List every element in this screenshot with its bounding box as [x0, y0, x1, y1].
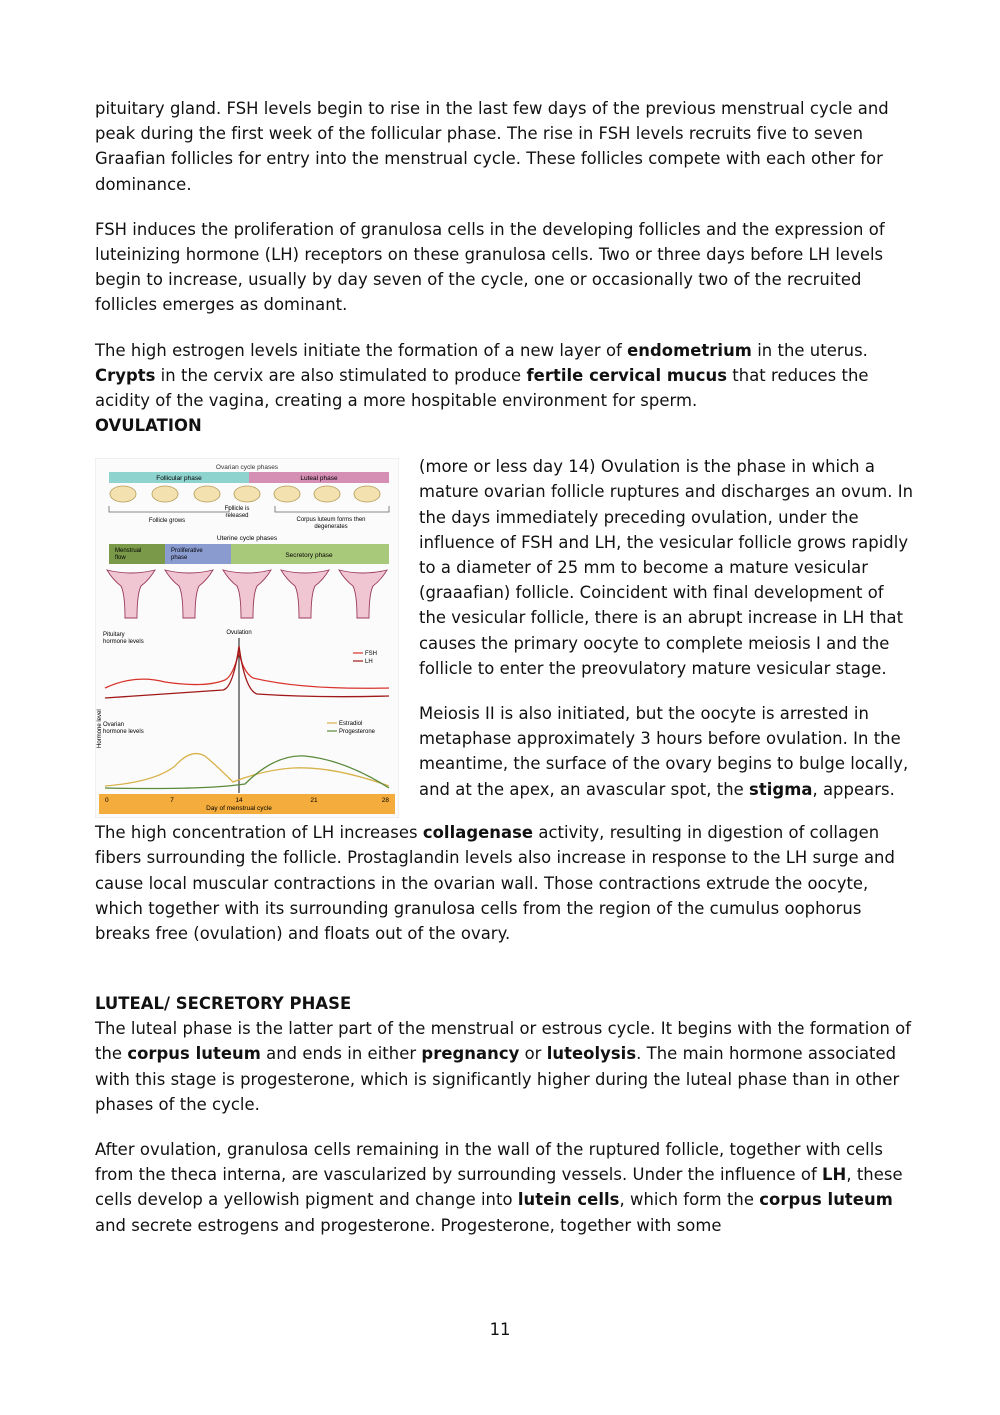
paragraph-fsh-rise: pituitary gland. FSH levels begin to rise in the last few days of the previous menstrual cycle and peak during the first week of the follicular phase. The rise in FSH levels recruits five to seven Graafian follicles for entry into the menstrual cycle. These follicles compete with each other for dominance. — [95, 99, 889, 194]
paragraph-lutein-cells — [95, 1137, 915, 1238]
menstrual-cycle-figure — [95, 458, 399, 818]
text-run: The high concentration of LH increases — [95, 823, 423, 843]
day-0-tick: 0 — [105, 797, 109, 805]
menstrual-label: Menstrual — [115, 548, 142, 555]
term-collagenase: collagenase — [422, 823, 534, 843]
text-run: Meiosis II is also initiated, but the oocyte is arrested in metaphase approximately 3 hours before ovulation. In the meantime, the surface of the ovary begins to bulge locally, and at the apex, an avascular spot, the — [419, 704, 909, 799]
text-run: , appears. — [812, 779, 895, 799]
text-run: activity, resulting in digestion of collagen fibers surrounding the follicle. Prostaglandin levels also increase in response to the LH surge and cause local muscular contractions in the ovarian wall. Those contractions extrude the oocyte, which together with its surrounding granulosa cells from the region of the cumulus oophorus breaks free (ovulation) and floats out of the ovary. — [95, 823, 895, 944]
text-run: and ends in either — [260, 1044, 422, 1064]
term-pregnancy: pregnancy — [421, 1044, 520, 1064]
day-axis-label: Day of menstrual cycle — [206, 805, 272, 813]
ovulation-marker-label: Ovulation — [226, 630, 252, 637]
page-content — [95, 96, 915, 1238]
day-21-tick: 21 — [310, 797, 318, 805]
menstrual-cycle-diagram — [95, 458, 399, 818]
text-run: and secrete estrogens and progesterone. Progesterone, together with some — [95, 1215, 722, 1235]
proliferative-label: Proliferative — [171, 548, 203, 555]
menstrual-label-2: flow — [115, 555, 126, 562]
heading-ovulation: OVULATION — [95, 416, 202, 436]
text-run: in the uterus. — [751, 340, 868, 360]
follicle-grows-label: Follicle grows — [148, 518, 186, 525]
secretory-label: Secretory phase — [285, 552, 333, 560]
ovulation-text-column — [419, 458, 915, 818]
corpus-luteum-label: Corpus luteum forms then — [296, 517, 366, 524]
paragraph-lh-collagenase — [95, 820, 915, 946]
term-corpus-luteum: corpus luteum — [127, 1044, 261, 1064]
paragraph-ovulation-intro: (more or less day 14) Ovulation is the phase in which a mature ovarian follicle ruptures and discharges an ovum. In the days immediately preceding ovulation, under the influence of FSH and LH, the vesicular follicle grows rapidly to a diameter of 25 mm to become a mature vesicular (graaafian) follicle. Coincident with final development of the vesicular follicle, there is an abrupt increase in LH that causes the primary oocyte to complete meiosis I and the follicle to enter the preovulatory mature vesicular stage. — [419, 457, 914, 678]
text-run: . The main hormone associated with this stage is progesterone, which is significantly higher during the luteal phase than in other phases of the cycle. — [95, 1044, 900, 1114]
text-run: or — [519, 1044, 547, 1064]
page-number: 11 — [489, 1320, 511, 1339]
ovarian-label: Ovarian — [103, 722, 125, 729]
term-fertile-cervical-mucus: fertile cervical mucus — [526, 365, 728, 385]
follicle-released-label-2: released — [225, 513, 249, 520]
hormone-level-axis-label: Hormone level — [97, 709, 103, 749]
progesterone-legend-label: Progesterone — [339, 729, 376, 736]
text-run: , which form the — [619, 1190, 760, 1210]
text-run: After ovulation, granulosa cells remaining in the wall of the ruptured follicle, together with cells from the theca interna, are vascularized by surrounding vessels. Under the influence of — [95, 1140, 883, 1185]
paragraph-fsh-induces: FSH induces the proliferation of granulosa cells in the developing follicles and the expression of luteinizing hormone (LH) receptors on these granulosa cells. Two or three days before LH levels begin to increase, usually by day seven of the cycle, one or occasionally two of the recruited follicles emerges as dominant. — [95, 219, 885, 315]
luteal-label: Luteal phase — [300, 475, 338, 483]
follicle-released-label: Follicle is — [224, 506, 250, 513]
figure-title: Ovarian cycle phases — [215, 464, 279, 472]
menstrual-band — [109, 544, 165, 564]
follicular-label: Follicular phase — [156, 475, 202, 483]
paragraph-meiosis — [419, 701, 915, 802]
proliferative-band — [165, 544, 231, 564]
term-crypts: Crypts — [95, 365, 156, 385]
day-28-tick: 28 — [381, 797, 389, 805]
lh-legend-label: LH — [365, 659, 373, 666]
term-endometrium: endometrium — [627, 340, 752, 360]
paragraph-estrogen — [95, 338, 915, 414]
corpus-luteum-label-2: degenerates — [314, 524, 348, 531]
text-run: in the cervix are also stimulated to produce — [155, 365, 527, 385]
ovarian-label-2: hormone levels — [103, 729, 144, 736]
uterine-title: Uterine cycle phases — [216, 535, 278, 543]
text-run: , these cells develop a yellowish pigment and change into — [95, 1165, 903, 1210]
proliferative-label-2: phase — [171, 555, 188, 562]
text-run: The luteal phase is the latter part of the menstrual or estrous cycle. It begins with the formation of the — [95, 1019, 912, 1064]
term-corpus-luteum-2: corpus luteum — [759, 1190, 893, 1210]
term-stigma: stigma — [749, 779, 813, 799]
pituitary-label-2: hormone levels — [103, 639, 144, 646]
term-lh: LH — [822, 1165, 847, 1185]
day-14-tick: 14 — [235, 797, 243, 805]
ovulation-section — [95, 458, 915, 818]
fsh-legend-label: FSH — [365, 651, 377, 658]
term-lutein-cells: lutein cells — [517, 1190, 620, 1210]
estradiol-legend-label: Estradiol — [339, 721, 363, 728]
text-run: that reduces the acidity of the vagina, creating a more hospitable environment for sperm. — [95, 365, 869, 411]
paragraph-luteal-intro — [95, 1016, 915, 1117]
text-run: The high estrogen levels initiate the formation of a new layer of — [95, 340, 628, 360]
day-7-tick: 7 — [170, 797, 174, 805]
term-luteolysis: luteolysis — [546, 1044, 637, 1064]
pituitary-label: Pituitary — [103, 632, 125, 639]
heading-luteal-phase: LUTEAL/ SECRETORY PHASE — [95, 994, 352, 1014]
